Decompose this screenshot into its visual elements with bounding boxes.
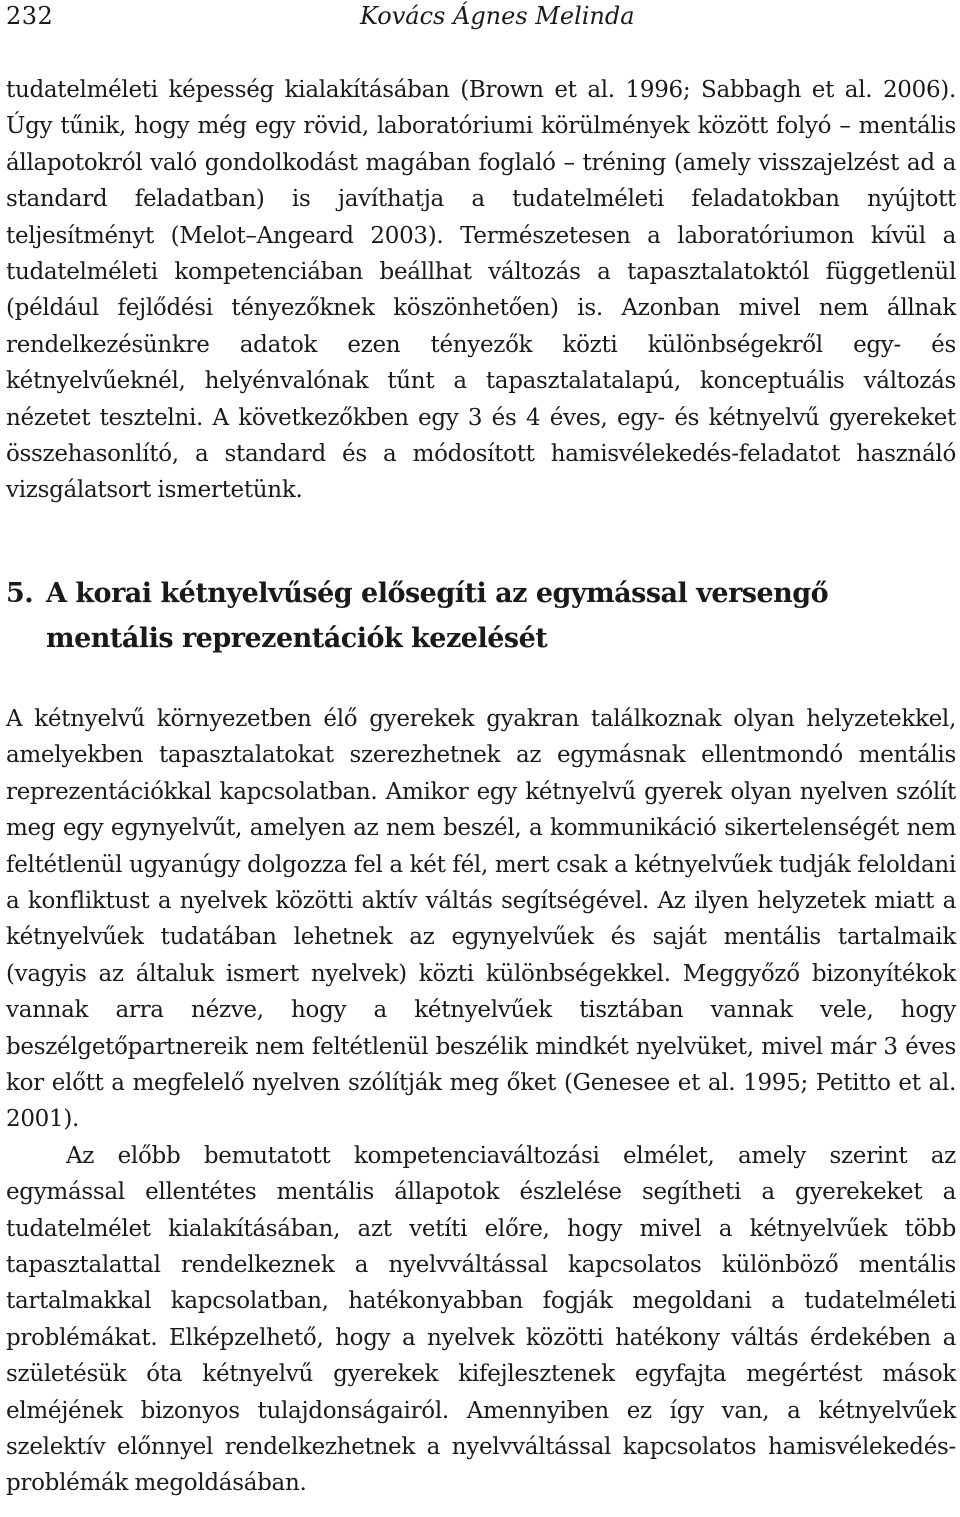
section-number: 5. (6, 577, 34, 609)
book-page (6, 0, 956, 1502)
section-heading (6, 571, 956, 661)
paragraph-2: A kétnyelvű környezetben élő gyerekek gyakran találkoznak olyan helyzetekkel, amelyekben tapasztalatokat szerezhetnek az egymásnak ellentmondó mentális reprezentációkkal kapcsolatban. Amikor egy kétnyelvű gyerek olyan nyelven szólít meg egy egynyelvűt, amelyen az nem beszél, a kommunikáció sikertelenségét nem feltétlenül ugyanúgy dolgozza fel a két fél, mert csak a kétnyelvűek tudják feloldani a konfliktust a nyelvek közötti aktív váltás segítségével. Az ilyen helyzetek miatt a kétnyelvűek tudatában lehetnek az egynyelvűek és saját mentális tartalmaik (vagyis az általuk ismert nyelvek) közti különbségekkel. Meggyőző bizonyítékok vannak arra nézve, hogy a kétnyelvűek tisztában vannak vele, hogy beszélgetőpartnereik nem feltétlenül beszélik mindkét nyelvüket, mivel már 3 éves kor előtt a megfelelő nyelven szólítják meg őket (Genesee et al. 1995; Petitto et al. 2001). (6, 705, 956, 1133)
paragraph-3: Az előbb bemutatott kompetenciaváltozási elmélet, amely szerint az egymással ellentétes mentális állapotok észlelése segítheti a gyerekeket a tudatelmélet kialakításában, azt vetíti előre, hogy mivel a kétnyelvűek több tapasztalattal rendelkeznek a nyelvváltással kapcsolatos különböző mentális tartalmakkal kapcsolatban, hatékonyabban fogják megoldani a tudatelméleti problémákat. Elképzelhető, hogy a nyelvek közötti hatékony váltás érdekében a születésük óta kétnyelvű gyerekek kifejlesztenek egyfajta megértést mások elméjének bizonyos tulajdonságairól. Amennyiben ez így van, a kétnyelvűek szelektív előnnyel rendelkezhetnek a nyelvváltással kapcsolatos hamisvélekedés-problémák megoldásában. (6, 1142, 956, 1497)
page-number: 232 (6, 2, 54, 30)
running-header (6, 0, 956, 40)
section-title: A korai kétnyelvűség elősegíti az egymással versengő mentális reprezentációk kezelését (46, 577, 829, 654)
paragraph-1: tudatelméleti képesség kialakításában (Brown et al. 1996; Sabbagh et al. 2006). Úgy tűnik, hogy még egy rövid, laboratóriumi körülmények között folyó – mentális állapotokról való gondolkodást magában foglaló – tréning (amely visszajelzést ad a standard feladatban) is javíthatja a tudatelméleti feladatokban nyújtott teljesítményt (Melot–Angeard 2003). Természetesen a laboratóriumon kívül a tudatelméleti kompetenciában beállhat változás a tapasztalatoktól függetlenül (például fejlődési tényezőknek köszönhetően) is. Azonban mivel nem állnak rendelkezésünkre adatok ezen tényezők közti különbségekről egy- és kétnyelvűeknél, helyénvalónak tűnt a tapasztalatalapú, konceptuális változás nézetet tesztelni. A következőkben egy 3 és 4 éves, egy- és kétnyelvű gyerekeket összehasonlító, a standard és a módosított hamisvélekedés-feladatot használó vizsgálatsort ismertetünk. (6, 77, 956, 504)
running-title: Kovács Ágnes Melinda (360, 2, 635, 30)
